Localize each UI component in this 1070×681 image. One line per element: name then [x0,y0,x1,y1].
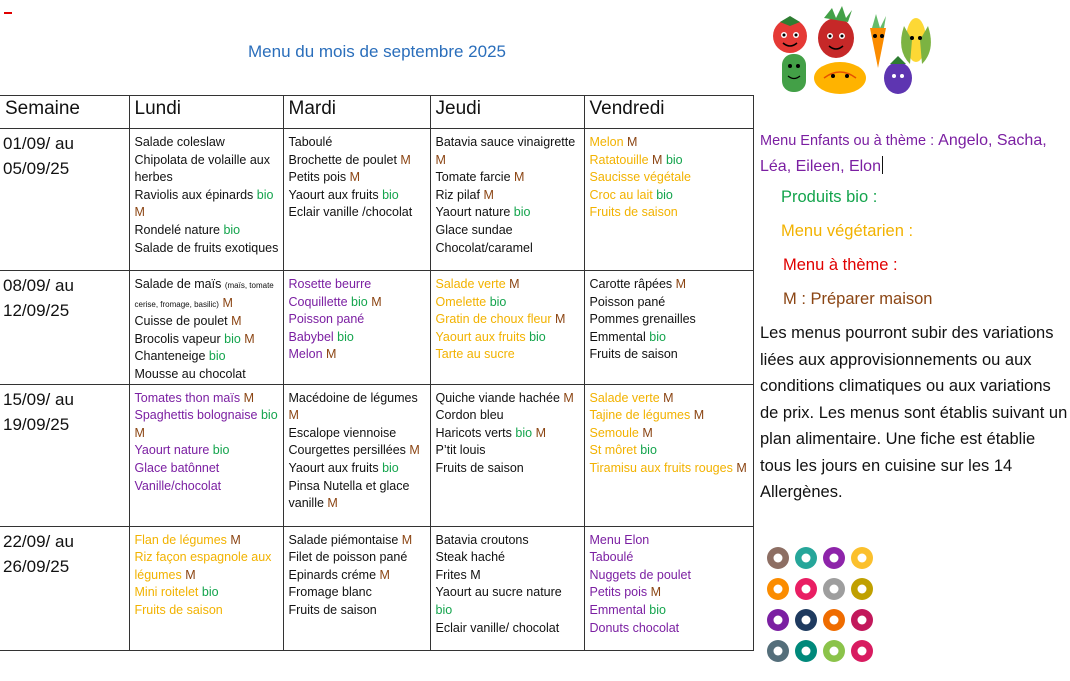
dish-text: Steak haché [435,550,505,565]
dish-text: Rosette beurre [288,277,372,291]
dish-text: Taboulé [288,135,333,149]
week-cell: 15/09/ au 19/09/25 [0,384,129,526]
homemade-tag: M [650,585,662,600]
menu-item [590,390,749,408]
menu-item [436,549,580,567]
menu-cell [283,129,430,271]
menu-item [590,294,749,312]
homemade-tag: M [663,390,674,405]
menu-item [590,460,749,478]
dish-text: Saucisse végétale [589,170,691,185]
menu-cell [283,384,430,526]
allergen-icons-grid [764,544,884,668]
dish-text: Spaghettis bolognaise [134,408,261,423]
allergen-symbol [858,647,867,656]
menu-item [436,346,580,364]
menu-item [436,532,580,550]
menu-item [135,313,279,331]
dish-text: Fruits de saison [288,602,377,617]
menu-item [436,425,580,443]
bio-tag: bio [256,187,274,202]
menu-cell [584,271,753,385]
menu-item [436,407,580,425]
homemade-tag: M [349,170,361,185]
legend-vegetarian: Menu végétarien : [781,222,914,240]
dish-text: Salade piémontaise [288,532,402,547]
bio-tag: bio [223,222,241,237]
menu-item [436,276,580,294]
dish-text: Carotte râpées [589,277,676,291]
disclaimer-note: Les menus pourront subir des variations liées aux approvisionnements ou aux conditions climatiques ou aux variations de prix. Les menus sont établis suivant un plan alimentaire. Une fiche est établie tous les jours en cuisine sur les 14 Allergènes. [760,324,1068,501]
bio-tag: bio [513,205,531,220]
dish-text: Petits pois [288,170,350,185]
dish-text: Yaourt aux fruits [288,460,383,475]
page-title: Menu du mois de septembre 2025 [248,42,506,61]
allergen-symbol [858,554,867,563]
dish-text: Pinsa Nutella et glace vanille [288,478,410,511]
menu-cell [430,384,584,526]
bio-tag: bio [515,425,533,440]
dish-text: Emmental [589,602,650,617]
menu-item [289,390,426,425]
menu-cell [430,129,584,271]
menu-item [135,276,279,313]
bio-tag: bio [649,602,666,617]
homemade-tag: M [134,205,145,220]
allergen-symbol [774,647,783,656]
menu-item [289,152,426,170]
dish-text: Mini roitelet [134,585,202,600]
dish-text: Tiramisu aux fruits rouges [589,460,737,475]
dish-text: Mousse au chocolat [134,366,246,381]
homemade-tag: M [243,390,254,405]
dish-text: Riz façon espagnole aux légumes [134,550,272,582]
dish-text: Salade coleslaw [134,135,225,149]
menu-cell [283,526,430,650]
dish-text: Yaourt nature [134,443,213,458]
menu-item [289,329,426,347]
menu-item [590,346,749,364]
dish-text: Quiche viande hachée [435,390,564,405]
dish-text: Semoule [589,425,643,440]
bio-tag: bio [435,602,453,617]
dish-text: Salade de maïs [134,277,225,291]
dish-text: Nuggets de poulet [589,567,691,582]
dish-text: Rondelé nature [134,222,224,237]
dish-text: Eclair vanille /chocolat [288,205,413,220]
menu-item [590,311,749,329]
dish-text: Cordon bleu [435,408,504,423]
dish-text: Frites M [435,567,481,582]
menu-item [135,222,279,240]
bio-tag: bio [649,329,666,344]
dish-text: St môret [589,443,641,458]
bio-tag: bio [640,443,657,458]
menu-item [590,584,749,602]
menu-item [436,222,580,257]
allergen-symbol [858,585,867,594]
table-row [0,384,753,526]
menu-item [289,425,426,443]
bio-tag: bio [337,329,354,344]
dish-text: Melon [589,135,628,149]
homemade-tag: M [535,425,546,440]
homemade-tag: M [409,443,420,458]
menu-item [135,187,279,222]
column-header-friday: Vendredi [584,96,753,129]
dish-text: Yaourt au sucre nature [435,585,562,600]
allergen-symbol [830,554,839,563]
dish-text: Chipolata de volaille aux herbes [134,152,271,185]
menu-item [289,549,426,567]
bio-tag: bio [208,349,226,364]
menu-item [289,294,426,312]
homemade-tag: M [509,277,520,291]
menu-item [135,390,279,408]
dish-text: Yaourt aux fruits [288,187,383,202]
vegetables-illustration [766,6,934,98]
week-cell: 22/09/ au 26/09/25 [0,526,129,650]
bio-tag: bio [665,152,683,167]
dish-text: Ratatouille [589,152,653,167]
homemade-tag: M [401,532,413,547]
menu-cell [283,271,430,385]
red-dash-mark [4,12,12,14]
menu-item [590,532,749,550]
theme-menu-names: Angelo, Sacha, Léa, Eileen, Elon [760,132,1047,175]
homemade-tag: M [675,277,687,291]
menu-item [289,602,426,620]
allergen-symbol [858,616,867,625]
homemade-tag: M [371,294,382,309]
homemade-tag: M [435,152,446,167]
dish-text: Salade verte [435,277,510,291]
menu-item [590,620,749,638]
menu-item [289,311,426,329]
dish-text: Gratin de choux fleur [435,312,556,327]
allergen-symbol [774,585,783,594]
week-cell: 08/09/ au 12/09/25 [0,271,129,385]
dish-text: Coquillette [288,294,352,309]
menu-item [590,442,749,460]
dish-text: Tajine de légumes [589,408,694,423]
table-row [0,129,753,271]
menu-cell [129,129,283,271]
bio-tag: bio [260,408,278,423]
dish-text: Donuts chocolat [589,620,680,635]
allergen-symbol [802,585,811,594]
menu-item [436,584,580,619]
menu-item [590,425,749,443]
menu-item [289,442,426,460]
menu-item [590,567,749,585]
menu-item [590,549,749,567]
menu-item [289,346,426,364]
menu-cell [584,526,753,650]
menu-item [289,584,426,602]
homemade-tag: M [327,496,338,511]
dish-text: Babybel [288,329,338,344]
menu-item [436,460,580,478]
dish-text: Yaourt aux fruits [435,329,530,344]
menu-cell [129,526,283,650]
bio-tag: bio [224,331,241,346]
theme-menu-label: Menu Enfants ou à thème : [760,133,939,149]
dish-text: Salade verte [589,390,664,405]
menu-item [135,460,279,495]
menu-item [590,204,749,222]
menu-cell [430,271,584,385]
menu-item [135,549,279,584]
menu-item [436,134,580,169]
column-header-tuesday: Mardi [283,96,430,129]
text-cursor [882,156,883,174]
sidebar [760,0,1070,681]
dish-text: Fruits de saison [435,460,524,475]
theme-menu-info [760,128,1060,179]
dish-text: Salade de fruits exotiques [134,240,279,255]
column-header-monday: Lundi [129,96,283,129]
dish-text: Fromage blanc [288,585,372,600]
dish-text: Poisson pané [589,294,666,309]
menu-item [135,134,279,152]
menu-item [135,331,279,349]
dish-text: Menu Elon [589,532,650,547]
menu-item [289,532,426,550]
menu-item [436,620,580,638]
dish-text: Melon [288,347,327,362]
allergen-symbol [830,585,839,594]
menu-item [590,169,749,187]
dish-text: Fruits de saison [589,347,678,362]
menu-item [436,169,580,187]
homemade-tag: M [563,390,574,405]
menu-item [590,602,749,620]
allergen-symbol [830,616,839,625]
menu-item [289,134,426,152]
menu-item [436,294,580,312]
allergen-symbol [802,647,811,656]
menu-item [289,478,426,513]
dish-text: Brochette de poulet [288,152,401,167]
menu-item [135,584,279,602]
menu-item [289,187,426,205]
menu-item [590,152,749,170]
menu-item [135,366,279,384]
dish-text: Taboulé [589,550,634,565]
dish-text: Brocolis vapeur [134,331,225,346]
dish-text: Raviolis aux épinards [134,187,257,202]
dish-text: Yaourt nature [435,205,514,220]
bio-tag: bio [529,329,546,344]
homemade-tag: M [244,331,255,346]
homemade-tag: M [627,135,638,149]
menu-item [135,442,279,460]
dish-text: Omelette [435,294,490,309]
bio-tag: bio [382,460,399,475]
menu-item [289,276,426,294]
menu-item [135,348,279,366]
dish-text: Chanteneige [134,349,209,364]
homemade-tag: M [288,408,299,423]
menu-item [436,442,580,460]
dish-text: Eclair vanille/ chocolat [435,620,560,635]
menu-table [0,95,754,651]
menu-item [436,204,580,222]
table-row [0,271,753,385]
dish-text: Escalope viennoise [288,425,397,440]
menu-item [289,567,426,585]
dish-text: Cuisse de poulet [134,314,232,329]
dish-text: Emmental [589,329,650,344]
homemade-tag: M [736,460,747,475]
menu-cell [584,129,753,271]
homemade-tag: M [400,152,411,167]
legend-theme: Menu à thème : [783,256,898,274]
dish-text: Glace sundae Chocolat/caramel [435,222,533,255]
bio-tag: bio [351,294,368,309]
menu-item [289,460,426,478]
dish-text: Courgettes persillées [288,443,410,458]
dish-text: Riz pilaf [435,187,484,202]
week-cell: 01/09/ au 05/09/25 [0,129,129,271]
menu-item [135,407,279,442]
homemade-tag: M [693,408,705,423]
bio-tag: bio [201,585,219,600]
menu-item [135,152,279,187]
dish-text: Glace batônnet Vanille/chocolat [134,460,222,493]
menu-item [289,204,426,222]
legend-homemade: M : Préparer maison [783,290,933,308]
table-header-row [0,96,753,129]
homemade-tag: M [652,152,663,167]
allergen-symbol [830,647,839,656]
homemade-tag: M [555,312,566,327]
column-header-week: Semaine [0,96,129,129]
bio-tag: bio [212,443,230,458]
menu-item [590,276,749,294]
menu-item [436,329,580,347]
dish-text: Petits pois [589,585,651,600]
dish-text: Tarte au sucre [435,347,515,362]
dish-text: Epinards créme [288,567,380,582]
dish-text: Tomate farcie [435,170,515,185]
allergen-symbol [802,616,811,625]
menu-item [436,311,580,329]
homemade-tag: M [222,295,233,310]
homemade-tag: M [642,425,653,440]
menu-cell [430,526,584,650]
dish-text: Haricots verts [435,425,516,440]
column-header-thursday: Jeudi [430,96,584,129]
homemade-tag: M [185,567,196,582]
homemade-tag: M [231,314,242,329]
dish-text: (maïs, tomate cerise, fromage, basilic) [134,281,274,309]
menu-item [289,169,426,187]
bio-tag: bio [489,294,507,309]
menu-item [436,390,580,408]
allergen-symbol [802,554,811,563]
menu-item [590,187,749,205]
menu-item [135,602,279,620]
menu-item [135,240,279,258]
dish-text: Batavia sauce vinaigrette [435,135,576,149]
dish-text: Macédoine de légumes [288,390,418,405]
dish-text: Flan de légumes [134,532,231,547]
menu-item [590,407,749,425]
menu-item [436,187,580,205]
menu-cell [129,384,283,526]
homemade-tag: M [379,567,390,582]
dish-text: Poisson pané [288,312,365,327]
menu-item [135,532,279,550]
dish-text: Pommes grenailles [589,312,696,327]
bio-tag: bio [382,187,399,202]
dish-text: Fruits de saison [589,205,678,220]
dish-text: Filet de poisson pané [288,550,408,565]
homemade-tag: M [514,170,525,185]
homemade-tag: M [483,187,494,202]
homemade-tag: M [326,347,337,362]
table-row [0,526,753,650]
allergen-symbol [774,554,783,563]
legend-bio: Produits bio : [781,188,878,206]
menu-item [590,329,749,347]
menu-cell [584,384,753,526]
dish-text: Batavia croutons [435,532,529,547]
dish-text: Croc au lait [589,187,657,202]
menu-item [590,134,749,152]
dish-text: Fruits de saison [134,602,223,617]
dish-text: Tomates thon maïs [134,390,244,405]
homemade-tag: M [134,425,145,440]
menu-item [436,567,580,585]
homemade-tag: M [230,532,241,547]
allergen-symbol [774,616,783,625]
menu-cell [129,271,283,385]
dish-text: P’tit louis [435,443,486,458]
bio-tag: bio [656,187,673,202]
